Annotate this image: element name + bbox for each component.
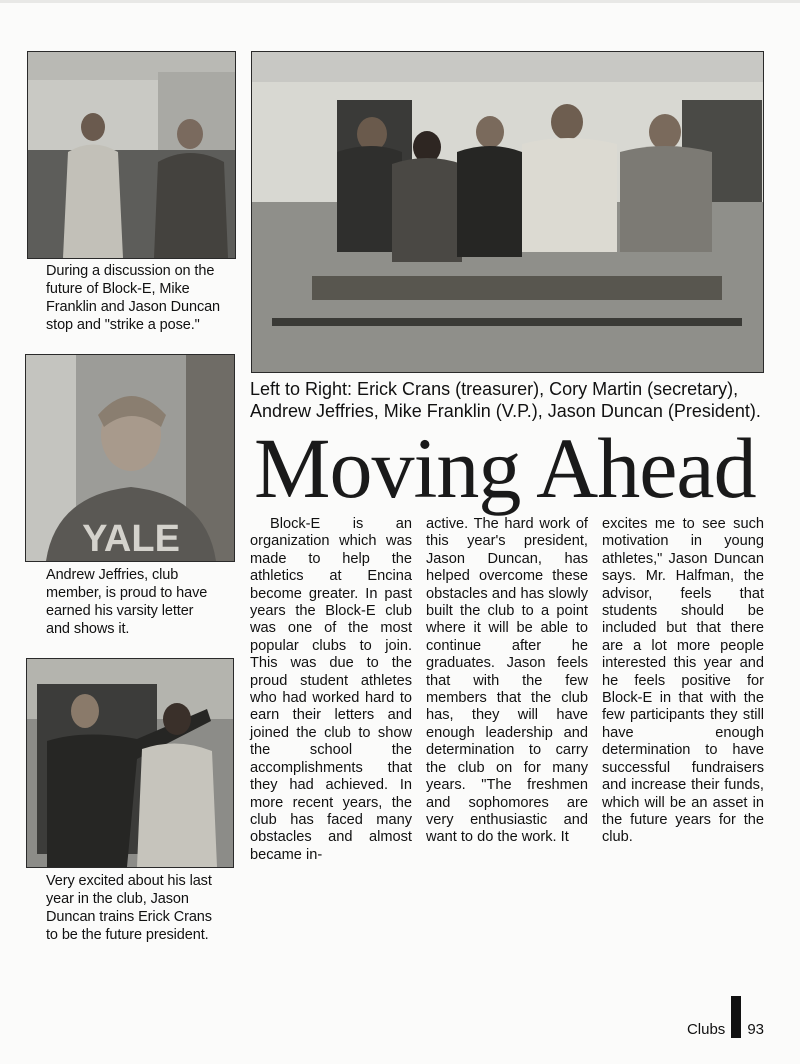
group-photo-caption: Left to Right: Erick Crans (treasurer), Cory Martin (secretary), Andrew Jeffries, Mike Franklin (V.P.), Jason Duncan (President). — [250, 379, 761, 421]
article-col1-text: Block-E is an organization which was made to help the athletics at Encina become greater. In past years the Block-E club was one of the most popular clubs to join. This was due to the proud student athletes who had worked hard to earn their letters and joined the club to show the school the accomplishments that they had achieved. In more recent years, the club has faced many obstacles and almost became in- — [250, 516, 412, 863]
footer-bar — [731, 996, 741, 1038]
photo-training — [26, 658, 234, 868]
scan-edge — [0, 0, 800, 3]
photo-pose-caption: During a discussion on the future of Block-E, Mike Franklin and Jason Duncan stop and "strike a pose." — [46, 263, 221, 333]
page-number: 93 — [747, 1021, 764, 1038]
article-col2-text: active. The hard work of this year's president, Jason Duncan, has helped overcome these obstacles and has slowly built the club to a point where it will be able to continue after he graduates. Jason feels that with the few members that the club has, they will have enough leadership and determination to carry the club on for many years. "The freshmen and sophomores are very enthusiastic and want to do the work. It — [426, 516, 588, 846]
shirt-text: YALE — [82, 518, 180, 560]
photo-andrew — [25, 354, 235, 562]
article-column-1 — [250, 516, 412, 864]
headline: Moving Ahead — [254, 420, 756, 516]
photo-training-caption: Very excited about his last year in the club, Jason Duncan trains Erick Crans to be the future president. — [46, 873, 212, 943]
photo-andrew-caption: Andrew Jeffries, club member, is proud to have earned his varsity letter and shows it. — [46, 567, 208, 637]
article-col3-text: excites me to see such motivation in young athletes," Jason Duncan says. Mr. Halfman, the advisor, feels that students should be included but that there are a lot more people interested this year and he feels positive for Block-E in that with the few participants they still have enough determination to have successful fundraisers and increase their funds, which will be an asset in the future years for the club. — [602, 516, 764, 846]
page-footer — [687, 996, 764, 1038]
photo-pose — [27, 51, 236, 259]
footer-section: Clubs — [686, 1021, 726, 1038]
article-column-3 — [602, 516, 764, 847]
article-column-2 — [426, 516, 588, 847]
photo-group — [251, 51, 764, 373]
